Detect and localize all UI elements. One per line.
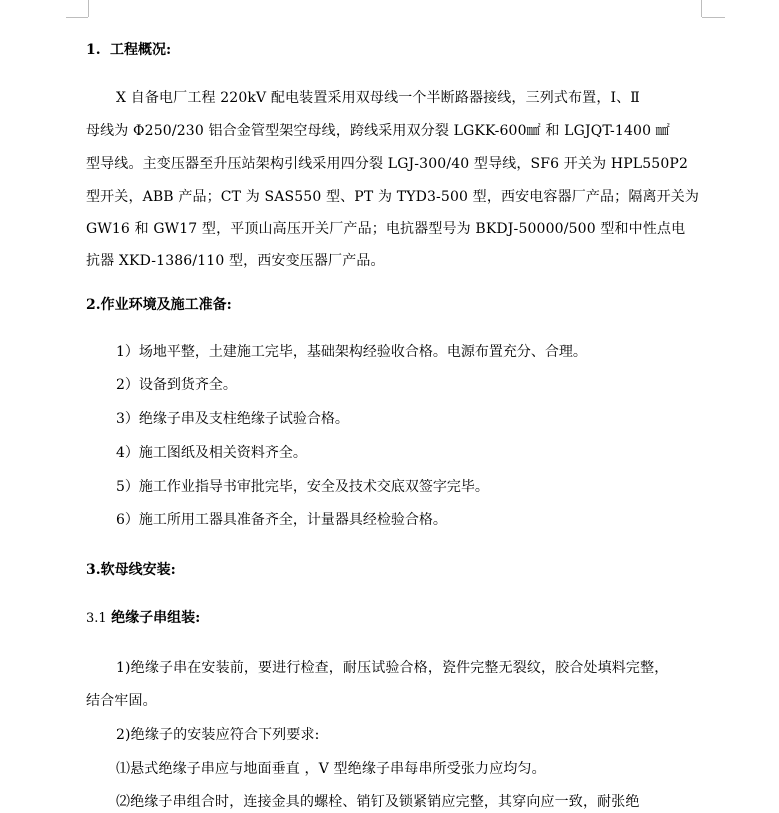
margin-corner-mark: [702, 17, 725, 18]
section-2-heading: 2.作业环境及施工准备:: [86, 297, 232, 313]
paragraph-line: 结合牢固。: [86, 693, 157, 709]
paragraph-line: GW16 和 GW17 型，平顶山高压开关厂产品；电抗器型号为 BKDJ-50000/500 型和中性点电: [86, 221, 686, 237]
section-1-title: 工程概况:: [110, 42, 172, 58]
paragraph-line: 母线为 Φ250/230 铝合金管型架空母线，跨线采用双分裂 LGKK-600㎟ 和 LGJQT-1400 ㎟: [86, 123, 670, 139]
paragraph-line: X 自备电厂工程 220kV 配电装置采用双母线一个半断路器接线，三列式布置，Ⅰ、Ⅱ: [116, 90, 640, 106]
margin-corner-mark: [88, 0, 89, 17]
list-item: 4）施工图纸及相关资料齐全。: [116, 445, 307, 461]
subsection-title: 绝缘子串组装:: [111, 610, 201, 626]
paragraph-line: 抗器 XKD-1386/110 型，西安变压器厂产品。: [86, 253, 385, 269]
margin-corner-mark: [701, 0, 702, 17]
paragraph-line: 2)绝缘子的安装应符合下列要求:: [116, 727, 320, 743]
list-item: 1）场地平整，土建施工完毕，基础架构经验收合格。电源布置充分、合理。: [116, 344, 587, 360]
paragraph-line: ⑵绝缘子串组合时，连接金具的螺栓、销钉及锁紧销应完整，其穿向应一致，耐张绝: [116, 794, 640, 810]
section-1-number: 1.: [86, 42, 101, 58]
section-3-heading: 3.软母线安装:: [86, 562, 176, 578]
list-item: 3）绝缘子串及支柱绝缘子试验合格。: [116, 411, 349, 427]
margin-corner-mark: [66, 17, 88, 18]
list-item: 6）施工所用工器具准备齐全，计量器具经检验合格。: [116, 512, 447, 528]
subsection-number: 3.1: [86, 611, 107, 626]
paragraph-line: 型开关，ABB 产品；CT 为 SAS550 型、PT 为 TYD3-500 型，西安电容器厂产品；隔离开关为: [86, 189, 700, 205]
subsection-3-1-heading: [86, 609, 200, 628]
list-item: 5）施工作业指导书审批完毕，安全及技术交底双签字完毕。: [116, 479, 489, 495]
paragraph-line: ⑴悬式绝缘子串应与地面垂直 ，V 型绝缘子串每串所受张力应均匀。: [116, 761, 546, 777]
paragraph-line: 1)绝缘子串在安装前，要进行检查，耐压试验合格，瓷件完整无裂纹，胶合处填料完整，: [116, 660, 669, 676]
list-item: 2）设备到货齐全。: [116, 377, 237, 393]
paragraph-line: 型导线。主变压器至升压站架构引线采用四分裂 LGJ-300/40 型导线，SF6 开关为 HPL550P2: [86, 156, 689, 172]
